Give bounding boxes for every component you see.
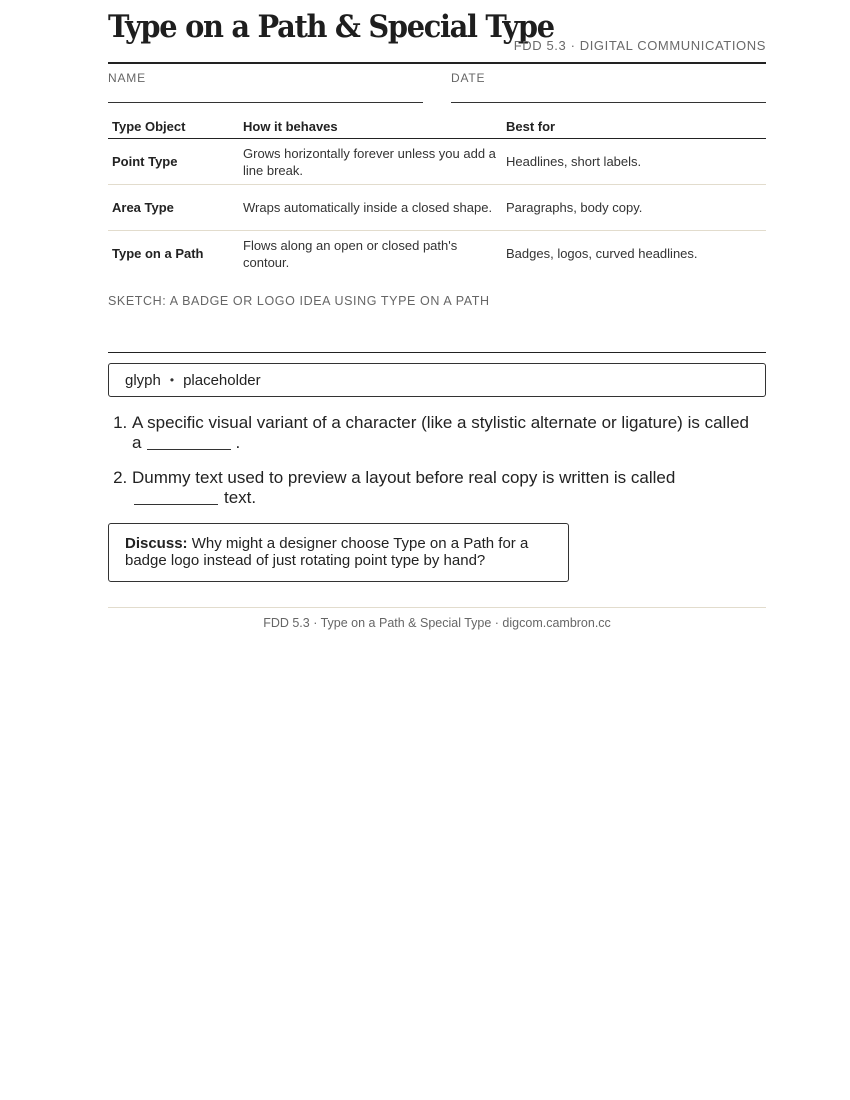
worksheet-header: [108, 0, 766, 64]
question-item: [132, 468, 766, 507]
table-row: [108, 185, 766, 231]
question-text-end: .: [235, 433, 241, 452]
question-text-end: text.: [224, 488, 257, 507]
course-label: FDD 5.3 · DIGITAL COMMUNICATIONS: [513, 38, 766, 53]
word-bank-term: glyph: [125, 371, 161, 389]
worksheet: [108, 0, 766, 630]
question-text: A specific visual variant of a character (like a stylistic alternate or ligature) is called a: [132, 413, 749, 452]
question-list: [108, 413, 766, 507]
best-for-cell: Paragraphs, body copy.: [502, 185, 766, 231]
column-header-best-for: Best for: [502, 114, 766, 139]
name-field[interactable]: [108, 64, 423, 103]
sketch-area[interactable]: [108, 290, 766, 353]
table-row: [108, 139, 766, 185]
discussion-prompt: Why might a designer choose Type on a Path for a badge logo instead of just rotating point type by hand?: [125, 535, 529, 569]
word-bank-term: placeholder: [183, 371, 261, 389]
table-header-row: [108, 114, 766, 139]
date-label: DATE: [451, 71, 486, 85]
behavior-cell: Flows along an open or closed path's contour.: [243, 237, 458, 270]
sketch-label: SKETCH: A BADGE OR LOGO IDEA USING TYPE ON A PATH: [108, 294, 490, 308]
type-object-cell: Area Type: [108, 185, 239, 231]
answer-blank[interactable]: [134, 487, 218, 505]
discussion-box: [108, 523, 569, 582]
type-objects-table: [108, 114, 766, 276]
best-for-cell: Headlines, short labels.: [502, 139, 766, 185]
column-header-how-it-behaves: How it behaves: [239, 114, 502, 139]
question-text: Dummy text used to preview a layout before real copy is written is called: [132, 468, 676, 487]
answer-blank[interactable]: [147, 432, 231, 450]
page-footer: FDD 5.3 · Type on a Path & Special Type · digcom.cambron.cc: [108, 607, 766, 630]
behavior-cell: Grows horizontally forever unless you add a line break.: [239, 139, 502, 185]
page-title: Type on a Path & Special Type: [108, 9, 554, 45]
type-object-cell: Point Type: [108, 139, 239, 185]
type-object-cell: Type on a Path: [112, 246, 204, 261]
best-for-cell: Badges, logos, curved headlines.: [506, 246, 698, 261]
word-bank: [108, 363, 766, 397]
discussion-label: Discuss:: [125, 535, 188, 552]
name-label: NAME: [108, 71, 146, 85]
question-item: [132, 413, 766, 452]
student-fields: [108, 64, 766, 104]
bullet-separator: •: [169, 373, 175, 387]
table-row: [108, 231, 766, 277]
behavior-cell: Wraps automatically inside a closed shape.: [239, 185, 502, 231]
date-field[interactable]: [451, 64, 766, 103]
column-header-type-object: Type Object: [108, 114, 239, 139]
